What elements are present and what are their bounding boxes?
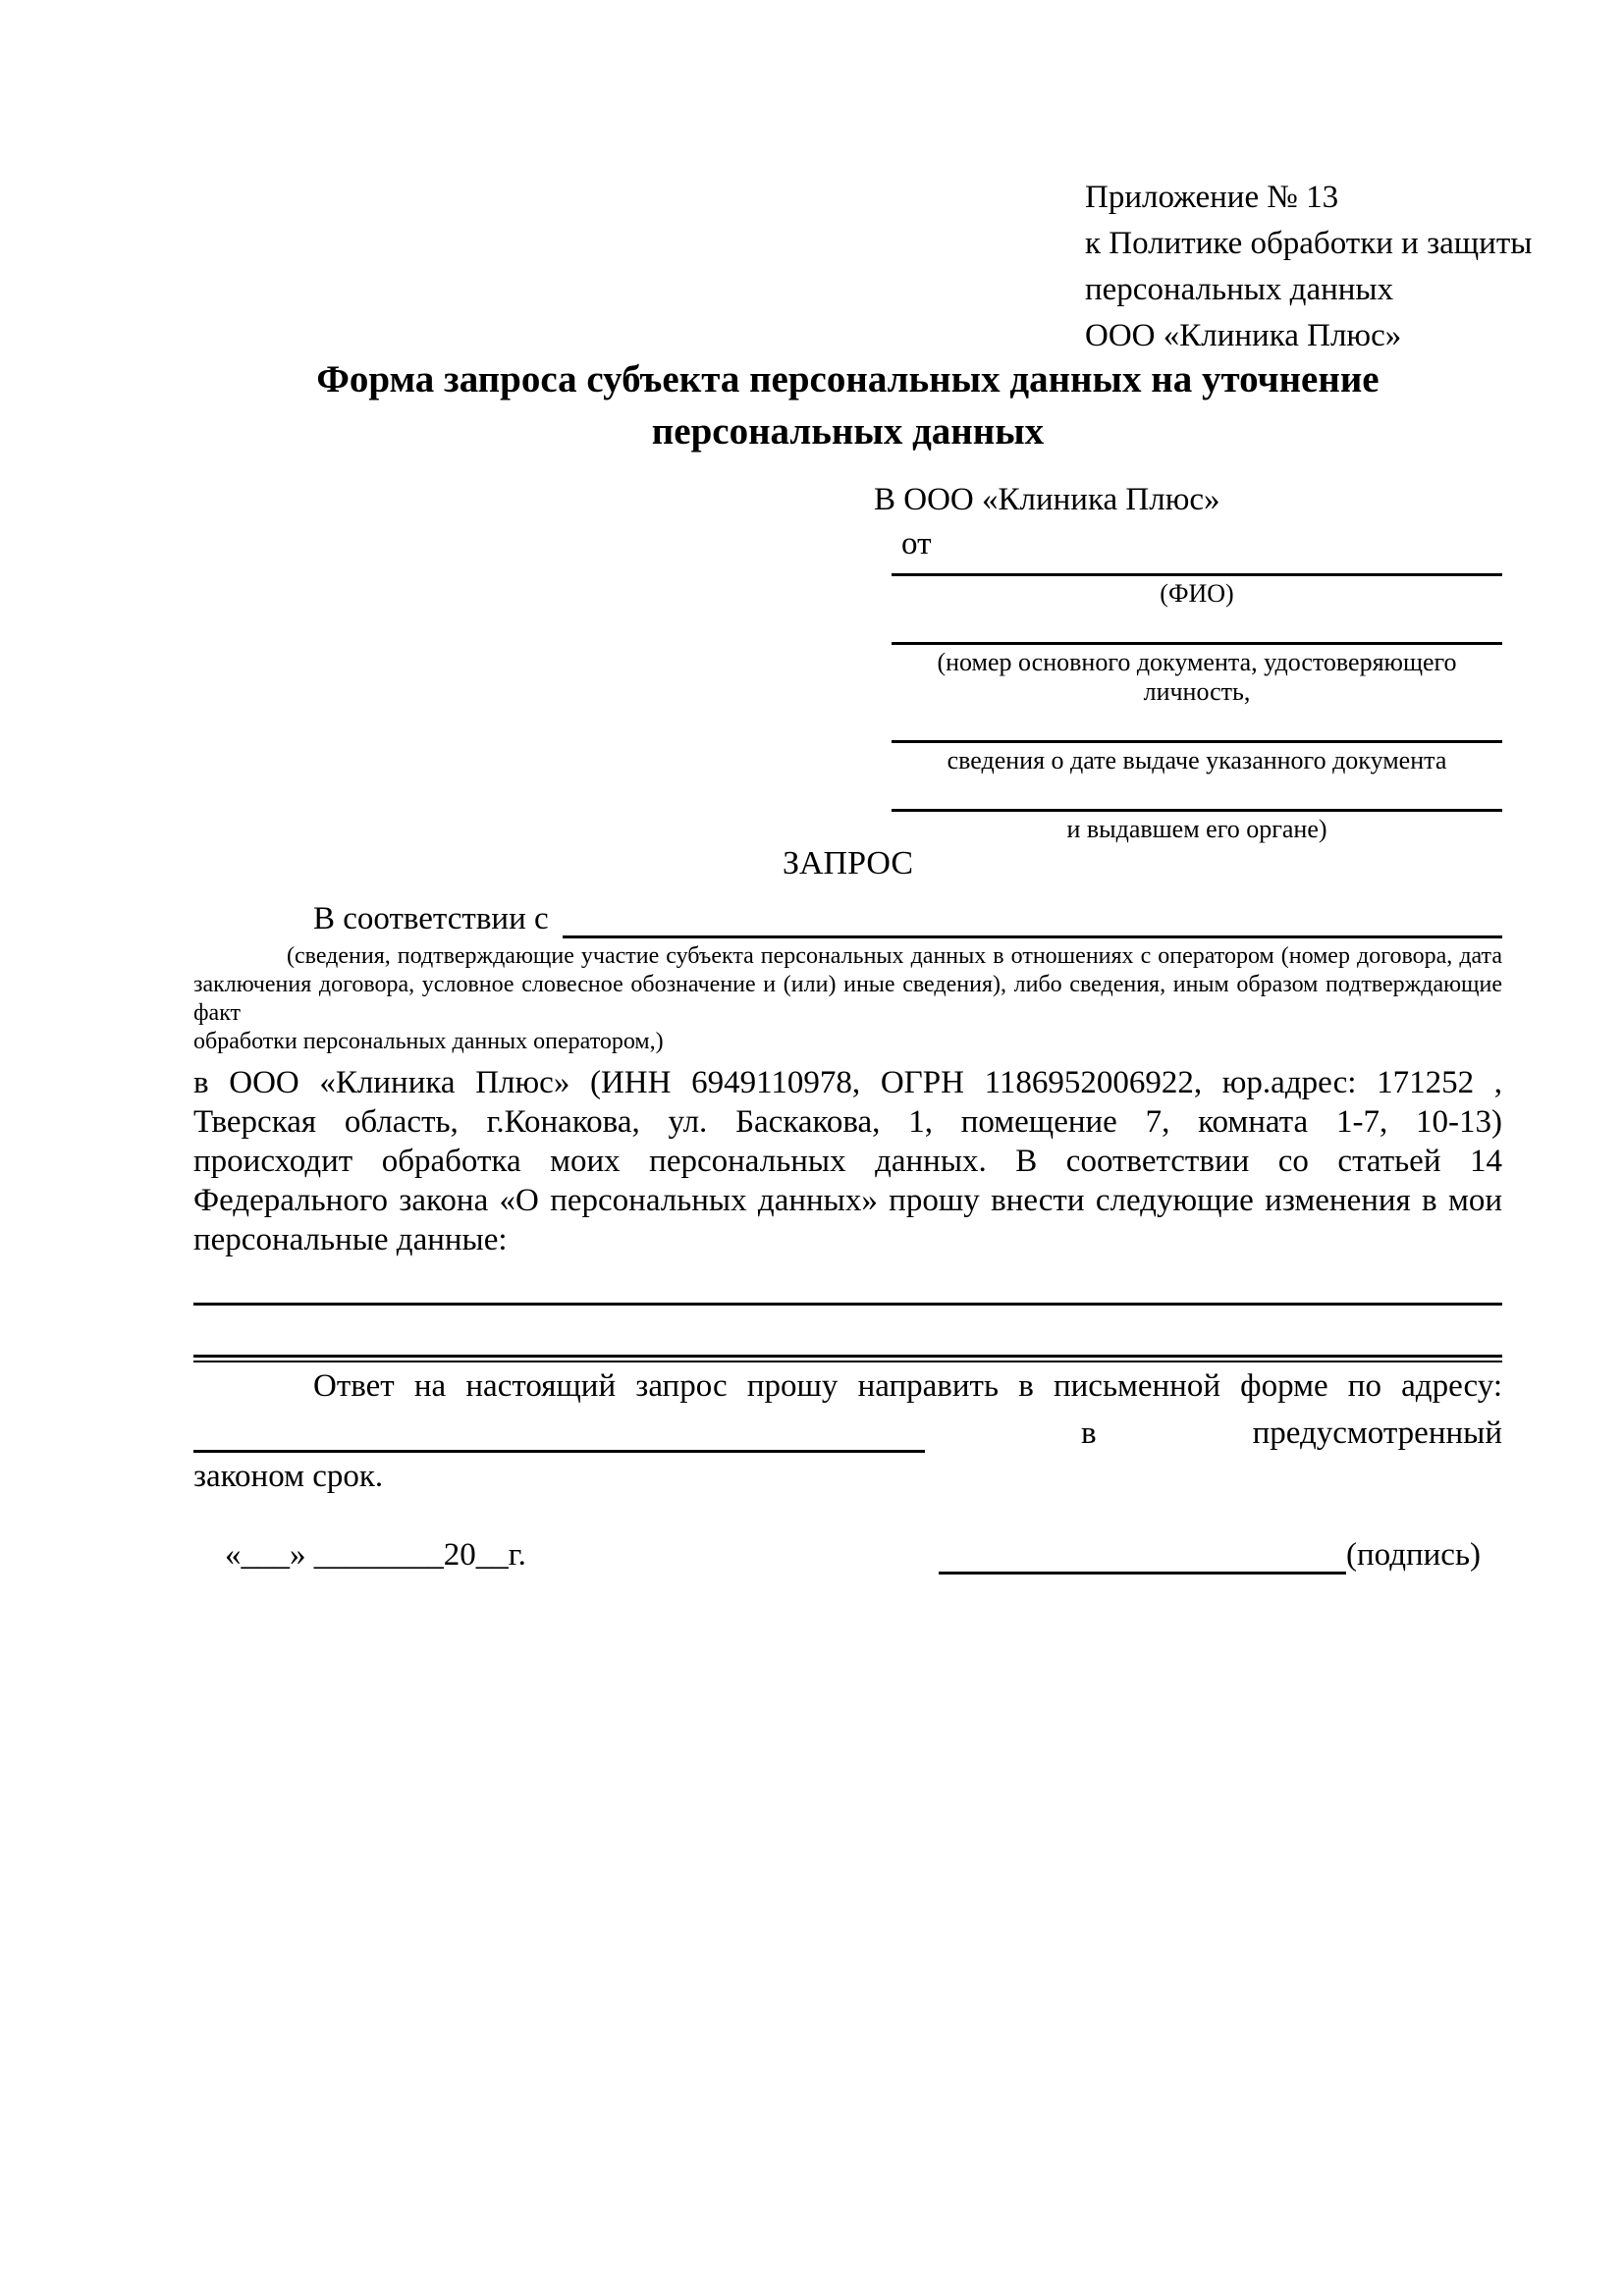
paragraph-line: Тверская область, г.Конакова, ул. Баскакова, 1, помещение 7, комната 1-7, 10-13)	[193, 1104, 1502, 1140]
appendix-line: к Политике обработки и защиты	[1085, 226, 1533, 261]
date-blank-field[interactable]: «___» ________20__г.	[225, 1537, 526, 1573]
appendix-line: Приложение № 13	[1085, 180, 1339, 215]
response-address-blank-line[interactable]	[193, 1415, 925, 1453]
date-signature-row	[193, 1529, 1502, 1575]
accordance-blank-line[interactable]	[563, 900, 1502, 938]
document-number-blank-line[interactable]	[892, 642, 1502, 645]
page-title-line: Форма запроса субъекта персональных данных на уточнение	[316, 358, 1380, 400]
response-word-in: в	[1081, 1415, 1097, 1451]
accordance-row	[193, 895, 1502, 938]
paragraph-line: Федерального закона «О персональных данных» прошу внести следующие изменения в мои	[193, 1183, 1502, 1218]
paragraph-line: персональные данные:	[193, 1222, 508, 1257]
response-request-line: Ответ на настоящий запрос прошу направить в письменной форме по адресу:	[313, 1368, 1502, 1404]
signature-caption: (подпись)	[1346, 1537, 1481, 1573]
footnote-line: (сведения, подтверждающие участие субъекта персональных данных в отношениях с оператором (номер договора, дата	[287, 943, 1502, 969]
footnote-line: обработки персональных данных оператором,)	[193, 1029, 664, 1054]
appendix-line: ООО «Клиника Плюс»	[1085, 318, 1402, 353]
page-title-line: персональных данных	[651, 410, 1045, 453]
accordance-label: В соответствии с	[313, 901, 549, 936]
page-title	[193, 353, 1502, 457]
issue-date-caption: сведения о дате выдаче указанного документа	[947, 746, 1447, 774]
response-word-stipulated: предусмотренный	[1252, 1415, 1502, 1451]
request-section	[193, 842, 1502, 1575]
issuing-authority-blank-line[interactable]	[892, 809, 1502, 812]
signature-group	[939, 1535, 1481, 1575]
changes-blank-line-2[interactable]	[193, 1355, 1502, 1362]
footnote-line: заключения договора, условное словесное обозначение и (или) иные сведения), либо сведения, иным образом подтверждающие факт	[193, 972, 1502, 1026]
fio-blank-line[interactable]	[892, 573, 1502, 576]
request-heading: ЗАПРОС	[782, 845, 914, 881]
issuing-authority-caption: и выдавшем его органе)	[1066, 815, 1327, 843]
document-number-caption: (номер основного документа, удостоверяющего личность,	[937, 648, 1457, 706]
changes-blank-line-1[interactable]	[193, 1303, 1502, 1306]
operator-details-paragraph	[193, 1063, 1502, 1259]
signature-blank-line[interactable]	[939, 1538, 1346, 1575]
addressee-to: В ООО «Клиника Плюс»	[874, 482, 1220, 517]
paragraph-line: происходит обработка моих персональных данных. В соответствии со статьей 14	[193, 1144, 1502, 1179]
issue-date-blank-line[interactable]	[892, 740, 1502, 743]
addressee-from-label: от	[901, 526, 932, 561]
appendix-line: персональных данных	[1085, 272, 1394, 307]
paragraph-line: в ООО «Клиника Плюс» (ИНН 6949110978, ОГРН 1186952006922, юр.адрес: 171252 ,	[193, 1065, 1502, 1100]
response-address-row	[193, 1412, 1502, 1453]
appendix-block	[1085, 175, 1532, 359]
fio-caption: (ФИО)	[1160, 579, 1234, 608]
addressee-block	[874, 479, 1502, 844]
response-tail: законом срок.	[193, 1459, 384, 1494]
accordance-footnote	[193, 942, 1502, 1056]
